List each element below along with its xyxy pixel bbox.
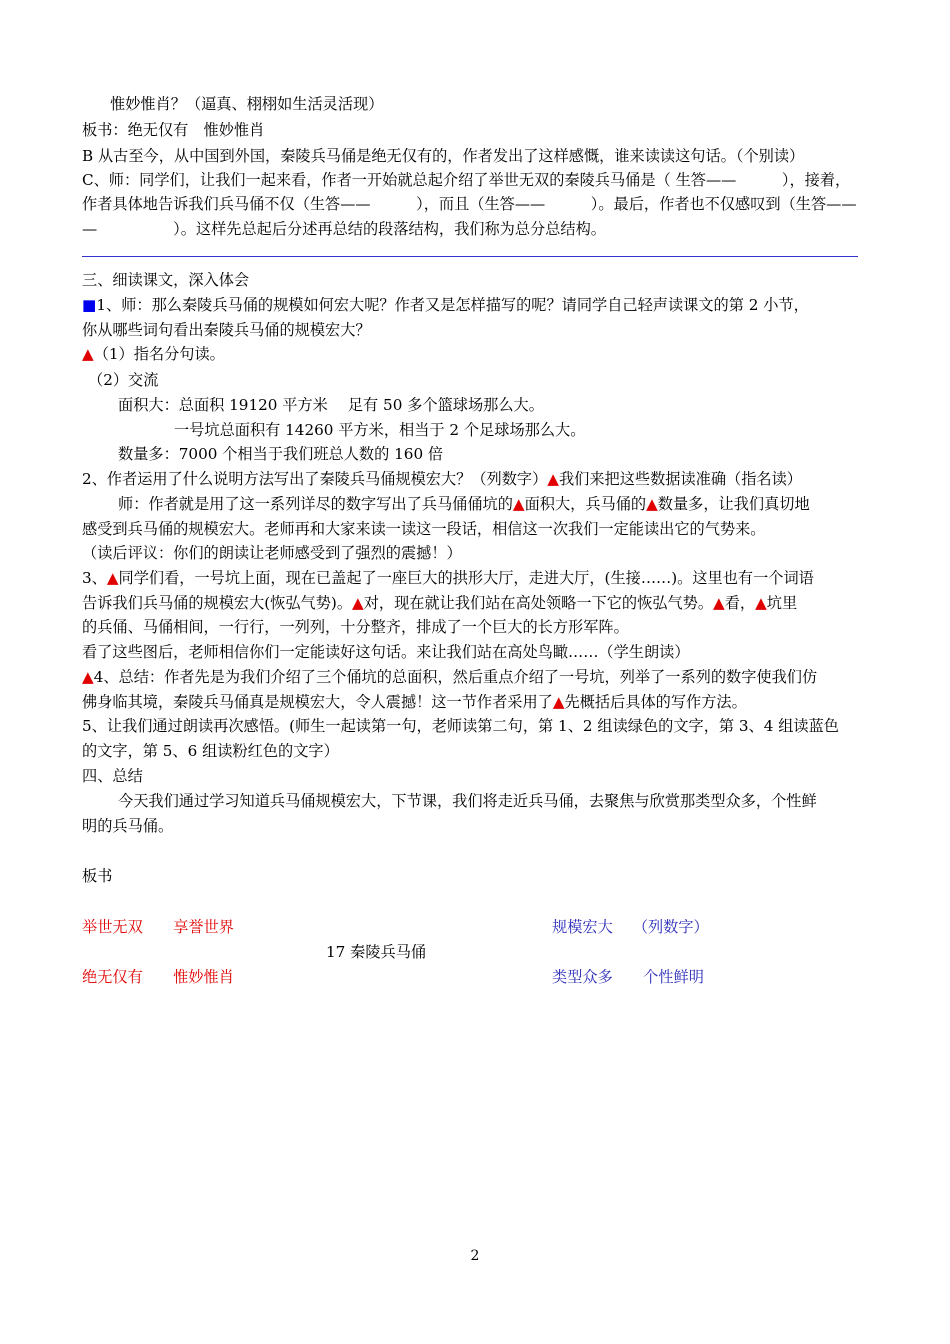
board-left-line-2: 绝无仅有 惟妙惟肖	[82, 968, 234, 986]
text-span: （1）指名分句读。	[93, 345, 225, 363]
text-line: 板书：绝无仅有 惟妙惟肖	[82, 121, 265, 139]
text-line	[82, 469, 802, 491]
text-line: 你从哪些词句看出秦陵兵马俑的规模宏大？	[82, 321, 371, 339]
text-span: 先概括后具体的写作方法。	[564, 693, 747, 711]
square-marker-icon: ■	[82, 296, 97, 314]
text-span: 告诉我们兵马俑的规模宏大(恢弘气势)。	[82, 594, 353, 612]
page-number: 2	[470, 1248, 480, 1264]
triangle-marker-icon: ▲	[713, 594, 725, 612]
board-title: 17 秦陵兵马俑	[326, 943, 427, 961]
triangle-marker-icon: ▲	[82, 668, 94, 686]
text-span: 师：作者就是用了这一系列详尽的数字写出了兵马俑俑坑的	[118, 495, 513, 513]
text-span: 坑里	[766, 594, 798, 612]
text-span: 4、总结：作者先是为我们介绍了三个俑坑的总面积，然后重点介绍了一号坑，列举了一系列的数字使我们仿	[93, 668, 818, 686]
triangle-marker-icon: ▲	[106, 569, 119, 587]
text-line: — ）。这样先总起后分述再总结的段落结构，我们称为总分总结构。	[82, 220, 606, 238]
triangle-marker-icon: ▲	[552, 693, 565, 711]
text-line: C、师：同学们，让我们一起来看，作者一开始就总起介绍了举世无双的秦陵兵马俑是（ 生答—— ），接着，	[82, 171, 851, 189]
text-span: 我们来把这些数据读准确（指名读）	[558, 470, 802, 488]
triangle-marker-icon: ▲	[547, 470, 559, 488]
text-line: （2）交流	[88, 371, 159, 389]
text-line: B 从古至今，从中国到外国，秦陵兵马俑是绝无仅有的，作者发出了这样感慨，谁来读读这句话。（个别读）	[82, 147, 805, 165]
text-line	[82, 667, 817, 689]
section-heading: 三、细读课文，深入体会	[82, 271, 250, 289]
text-line: 作者具体地告诉我们兵马俑不仅（生答—— ），而且（生答—— ）。最后，作者也不仅感叹到（生答——	[82, 195, 857, 213]
board-label: 板书	[82, 867, 113, 885]
text-line: 的兵俑、马俑相间，一行行，一列列，十分整齐，排成了一个巨大的长方形军阵。	[82, 618, 629, 636]
text-span: 1、师：那么秦陵兵马俑的规模如何宏大呢？作者又是怎样描写的呢？请同学自己轻声读课文的第 2 小节，	[96, 296, 809, 314]
text-line	[118, 494, 810, 516]
text-span: 数量多，让我们真切地	[657, 495, 810, 513]
text-line	[82, 593, 797, 615]
text-line	[82, 344, 225, 366]
section-heading: 四、总结	[82, 767, 143, 785]
board-right-line-2: 类型众多 个性鲜明	[552, 968, 704, 986]
triangle-marker-icon: ▲	[82, 345, 94, 363]
section-divider	[82, 256, 858, 257]
text-span: 3、	[82, 569, 107, 587]
text-line: 看了这些图后，老师相信你们一定能读好这句话。来让我们站在高处鸟瞰……（学生朗读）	[82, 643, 690, 661]
text-span: 对，现在就让我们站在高处领略一下它的恢弘气势。	[363, 594, 714, 612]
triangle-marker-icon: ▲	[352, 594, 364, 612]
text-line	[82, 692, 747, 714]
text-line: 一号坑总面积有 14260 平方米，相当于 2 个足球场那么大。	[174, 421, 586, 439]
text-line: 感受到兵马俑的规模宏大。老师再和大家来读一读这一段话，相信这一次我们一定能读出它的气势来。	[82, 520, 766, 538]
text-span: 面积大，兵马俑的	[524, 495, 647, 513]
board-right-line-1: 规模宏大 （列数字）	[552, 918, 709, 936]
text-line	[82, 568, 814, 590]
triangle-marker-icon: ▲	[755, 594, 767, 612]
triangle-marker-icon: ▲	[512, 495, 525, 513]
text-line: 惟妙惟肖？（逼真、栩栩如生活灵活现）	[110, 95, 384, 113]
board-left-line-1: 举世无双 享誉世界	[82, 918, 234, 936]
text-line: （读后评议：你们的朗读让老师感受到了强烈的震撼！）	[82, 544, 462, 562]
text-span: 2、作者运用了什么说明方法写出了秦陵兵马俑规模宏大？（列数字）	[82, 470, 548, 488]
text-line: 面积大：总面积 19120 平方米 足有 50 多个篮球场那么大。	[118, 396, 544, 414]
text-line: 今天我们通过学习知道兵马俑规模宏大，下节课，我们将走近兵马俑，去聚焦与欣赏那类型众多，个性鲜	[118, 792, 817, 810]
text-line: 明的兵马俑。	[82, 817, 174, 835]
text-span: 看，	[724, 594, 756, 612]
text-span: 同学们看，一号坑上面，现在已盖起了一座巨大的拱形大厅，走进大厅，(生接……)。这里也有一个词语	[118, 569, 814, 587]
text-line: 5、让我们通过朗读再次感悟。(师生一起读第一句，老师读第二句，第 1、2 组读绿色的文字，第 3、4 组读蓝色	[82, 717, 839, 735]
text-line: 数量多：7000 个相当于我们班总人数的 160 倍	[118, 445, 444, 463]
text-line	[82, 295, 809, 317]
text-span: 佛身临其境，秦陵兵马俑真是规模宏大，令人震撼！这一节作者采用了	[82, 693, 553, 711]
triangle-marker-icon: ▲	[646, 495, 658, 513]
text-line: 的文字，第 5、6 组读粉红色的文字）	[82, 742, 339, 760]
